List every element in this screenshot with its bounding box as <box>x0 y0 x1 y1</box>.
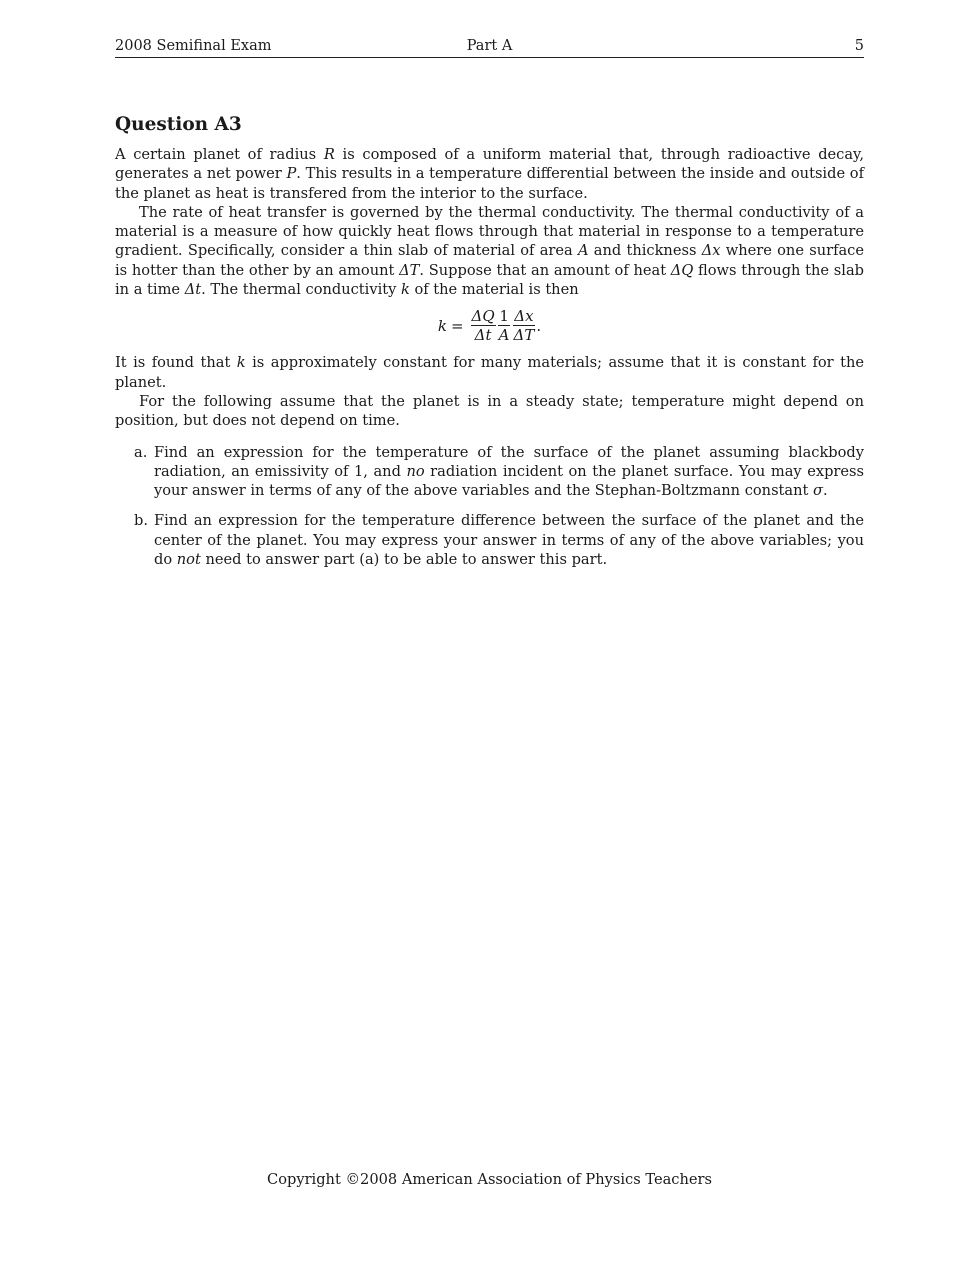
equation-lhs: k <box>437 316 447 335</box>
question-parts <box>115 443 864 570</box>
part-a <box>115 443 864 501</box>
text-run: is composed of a uniform material that, through radioactive decay, generates a net power <box>115 146 864 183</box>
header-exam-title: 2008 Semifinal Exam <box>115 38 272 54</box>
text-run: flows through the slab in a time <box>115 261 864 299</box>
math-symbol: k <box>400 281 410 299</box>
fraction-heat-rate <box>471 308 496 345</box>
conductivity-equation <box>115 306 864 346</box>
math-symbol: A <box>577 242 589 260</box>
math-symbol: Δx <box>701 242 721 260</box>
copyright-footer: Copyright ©2008 American Association of Physics Teachers <box>267 1171 712 1188</box>
text-run: . This results in a temperature differential between the inside and outside of the planet as heat is transfered from the interior to the surface. <box>115 165 864 202</box>
math-symbol: R <box>323 146 335 163</box>
paragraph-steady-state: For the following assume that the planet is in a steady state; temperature might depend on position, but does not depend on time. <box>115 392 864 430</box>
paragraph-intro <box>115 145 864 203</box>
text-run: and thickness <box>588 242 702 260</box>
equals-sign: = <box>450 316 464 335</box>
equation-period: . <box>536 316 542 335</box>
fraction-inverse-area <box>498 308 511 345</box>
math-symbol: Δt <box>184 281 202 299</box>
header-part: Part A <box>466 38 513 54</box>
fraction-numerator: 1 <box>499 306 509 325</box>
fraction-denominator: A <box>498 325 510 344</box>
part-text <box>154 511 864 569</box>
fraction-numerator: ΔQ <box>471 306 495 325</box>
text-run: The rate of heat transfer is governed by the thermal conductivity. The thermal conductivity of a material is a measure of how quickly heat flows through that material in response to a temperature gradient. Specifically, consider a thin slab of material of area <box>115 203 864 260</box>
question-title: Question A3 <box>115 114 242 135</box>
part-text <box>154 443 864 501</box>
emphasis: no <box>406 462 425 480</box>
part-b <box>115 511 864 569</box>
math-symbol: ΔT <box>399 261 420 279</box>
text-run: . Suppose that an amount of heat <box>419 261 671 279</box>
header-page-number: 5 <box>854 38 864 54</box>
fraction-gradient <box>513 308 536 345</box>
question-body <box>115 145 864 580</box>
text-run: need to answer part (a) to be able to answer this part. <box>200 551 608 569</box>
math-symbol: k <box>236 354 246 372</box>
part-label: b. <box>134 512 148 530</box>
text-run: A certain planet of radius <box>115 146 324 163</box>
paragraph-conductivity <box>115 203 864 299</box>
fraction-denominator: ΔT <box>513 325 535 344</box>
running-header <box>115 37 864 58</box>
text-run: . <box>823 482 828 500</box>
text-run: Find an expression for the temperature difference between the surface of the planet and the center of the planet. You may express your answer in terms of any of the above variables; you do <box>154 512 864 569</box>
fraction-denominator: Δt <box>474 325 492 344</box>
text-run: Find an expression for the temperature of the surface of the planet assuming blackbody radiation, an emissivity of 1, and <box>154 443 864 480</box>
emphasis: not <box>176 551 201 569</box>
paragraph-constant <box>115 353 864 392</box>
math-symbol: σ <box>813 482 823 500</box>
text-run: where one surface is hotter than the other by an amount <box>115 242 864 279</box>
text-run: It is found that <box>115 354 237 372</box>
text-run: of the material is then <box>409 281 579 299</box>
math-symbol: P <box>286 165 297 183</box>
math-symbol: ΔQ <box>670 261 694 279</box>
text-run: radiation incident on the planet surface. You may express your answer in terms of any of the above variables and the Stephan-Boltzmann constant <box>154 462 864 500</box>
text-run: . The thermal conductivity <box>201 281 401 299</box>
part-label: a. <box>134 443 148 461</box>
text-run: is approximately constant for many materials; assume that it is constant for the planet. <box>115 354 864 391</box>
fraction-numerator: Δx <box>514 306 534 325</box>
